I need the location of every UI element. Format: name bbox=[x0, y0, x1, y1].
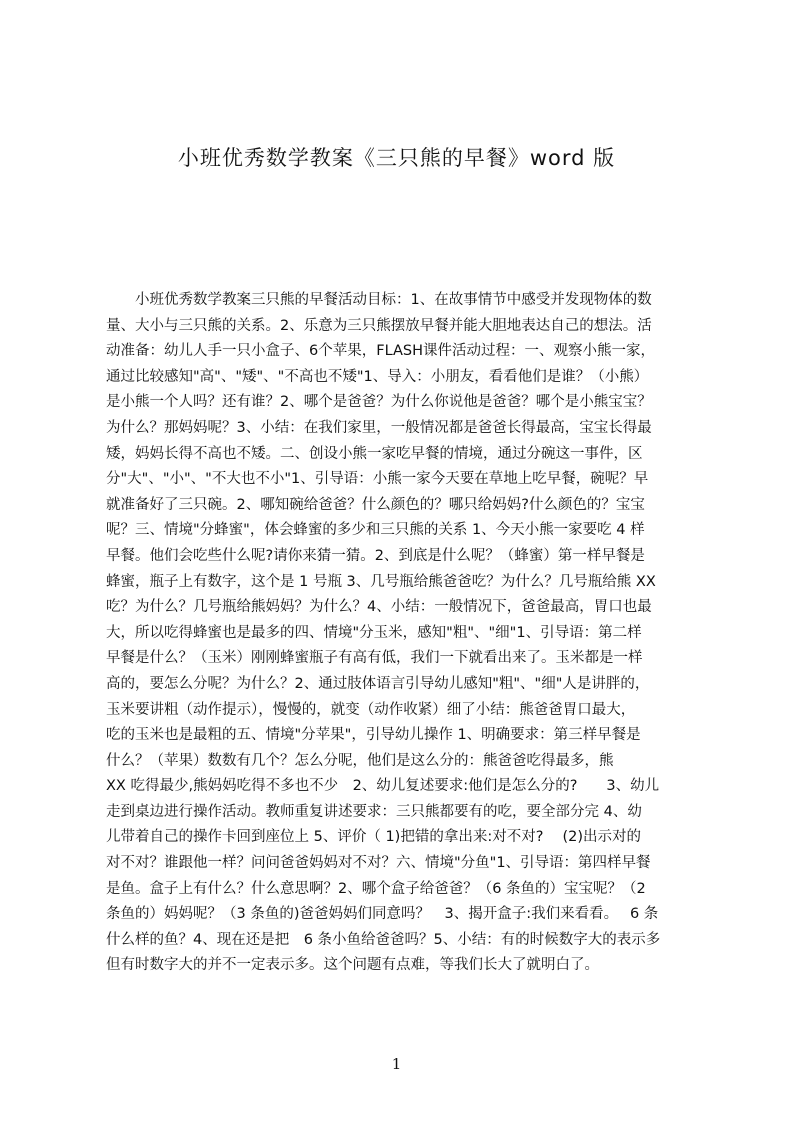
body-line: 吃的玉米也是最粗的五、情境"分苹果"，引导幼儿操作 1、明确要求：第三样早餐是 bbox=[106, 727, 641, 744]
body-line: 矮，妈妈长得不高也不矮。二、创设小熊一家吃早餐的情境，通过分碗这一事件，区 bbox=[106, 445, 643, 462]
body-line: 量、大小与三只熊的关系。2、乐意为三只熊摆放早餐并能大胆地表达自己的想法。活 bbox=[106, 317, 652, 334]
body-line: 为什么？那妈妈呢？3、小结：在我们家里，一般情况都是爸爸长得最高，宝宝长得最 bbox=[106, 419, 652, 436]
body-line: 通过比较感知"高"、"矮"、"不高也不矮"1、导入：小朋友，看看他们是谁？（小熊） bbox=[106, 368, 649, 385]
body-line: 吃？为什么？几号瓶给熊妈妈？为什么？4、小结：一般情况下，爸爸最高，胃口也最 bbox=[106, 599, 652, 616]
body-line: 对不对？谁跟他一样？问问爸爸妈妈对不对？六、情境"分鱼"1、引导语：第四样早餐 bbox=[106, 855, 651, 872]
body-line: 大，所以吃得蜂蜜也是最多的四、情境"分玉米，感知"粗"、"细"1、引导语：第二样 bbox=[106, 624, 642, 641]
body-line: 什么？（苹果）数数有几个？怎么分呢，他们是这么分的：熊爸爸吃得最多，熊 bbox=[106, 752, 614, 769]
page-number: 1 bbox=[391, 1055, 402, 1073]
body-line: 呢？三、情境"分蜂蜜"，体会蜂蜜的多少和三只熊的关系 1、今天小熊一家要吃 4 样 bbox=[106, 522, 645, 539]
body-line: 小班优秀数学教案三只熊的早餐活动目标：1、在故事情节中感受并发现物体的数 bbox=[106, 292, 652, 308]
body-line: XX 吃得最少,熊妈妈吃得不多也不少 2、幼儿复述要求:他们是怎么分的? 3、幼儿 bbox=[106, 778, 660, 795]
body-line: 分"大"、"小"、"不大也不小"1、引导语：小熊一家今天要在草地上吃早餐，碗呢？早 bbox=[106, 471, 649, 488]
body-line: 儿带着自己的操作卡回到座位上 5、评价（ 1)把错的拿出来:对不对? (2)出示对的 bbox=[106, 829, 642, 846]
document-body bbox=[106, 288, 698, 1010]
body-line: 条鱼的）妈妈呢？（3 条鱼的)爸爸妈妈们同意吗？ 3、揭开盒子:我们来看看。 6 条 bbox=[106, 906, 659, 923]
body-line: 什么样的鱼？4、现在还是把 6 条小鱼给爸爸吗？5、小结：有的时候数字大的表示多 bbox=[106, 931, 661, 948]
body-line: 走到桌边进行操作活动。教师重复讲述要求：三只熊都要有的吃，要全部分完 4、幼 bbox=[106, 803, 642, 820]
body-line: 蜂蜜，瓶子上有数字，这个是 1 号瓶 3、几号瓶给熊爸爸吃？为什么？几号瓶给熊 XX bbox=[106, 573, 656, 590]
body-line: 玉米要讲粗（动作提示），慢慢的，就变（动作收紧）细了小结：熊爸爸胃口最大， bbox=[106, 701, 636, 718]
body-line: 是小熊一个人吗？还有谁？2、哪个是爸爸？为什么你说他是爸爸？哪个是小熊宝宝？ bbox=[106, 394, 652, 411]
document-title: 小班优秀数学教案《三只熊的早餐》word 版 bbox=[177, 146, 616, 170]
body-line: 高的，要怎么分呢？为什么？2、通过肢体语言引导幼儿感知"粗"、"细"人是讲胖的， bbox=[106, 675, 650, 692]
body-line: 但有时数字大的并不一定表示多。这个问题有点难，等我们长大了就明白了。 bbox=[106, 957, 599, 974]
body-line: 是鱼。盒子上有什么？什么意思啊？2、哪个盒子给爸爸？（6 条鱼的）宝宝呢？（2 bbox=[106, 880, 646, 897]
body-line: 动准备：幼儿人手一只小盒子、6个苹果，FLASH课件活动过程：一、观察小熊一家， bbox=[106, 343, 656, 360]
body-line: 早餐是什么？（玉米）刚刚蜂蜜瓶子有高有低，我们一下就看出来了。玉米都是一样 bbox=[106, 650, 643, 667]
body-line: 早餐。他们会吃些什么呢?请你来猜一猜。2、到底是什么呢？（蜂蜜）第一样早餐是 bbox=[106, 547, 645, 564]
body-line: 就准备好了三只碗。2、哪知碗给爸爸？什么颜色的？哪只给妈妈?什么颜色的？宝宝 bbox=[106, 496, 645, 513]
